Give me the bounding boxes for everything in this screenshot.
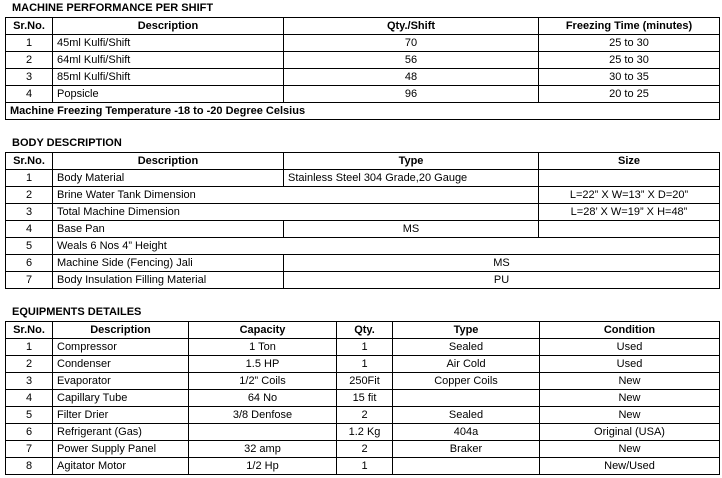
cell-type: MS — [284, 255, 720, 272]
header-capacity: Capacity — [189, 322, 337, 339]
cell-qty: 2 — [337, 441, 393, 458]
cell-srno: 1 — [6, 35, 53, 52]
cell-description: 64ml Kulfi/Shift — [53, 52, 284, 69]
cell-capacity: 3/8 Denfose — [189, 407, 337, 424]
header-description: Description — [53, 322, 189, 339]
table-row — [6, 187, 720, 204]
cell-srno: 1 — [6, 339, 53, 356]
header-freezing-time: Freezing Time (minutes) — [539, 18, 720, 35]
header-condition: Condition — [540, 322, 720, 339]
cell-description: Evaporator — [53, 373, 189, 390]
cell-type: Stainless Steel 304 Grade,20 Gauge — [284, 170, 539, 187]
table-row — [6, 339, 720, 356]
table-row — [6, 170, 720, 187]
cell-qty: 1.2 Kg — [337, 424, 393, 441]
header-qty: Qty. — [337, 322, 393, 339]
cell-qty: 48 — [284, 69, 539, 86]
table-header-row — [6, 322, 720, 339]
table-row — [6, 204, 720, 221]
table-row — [6, 458, 720, 475]
cell-srno: 3 — [6, 204, 53, 221]
cell-size: L=28’ X W=19” X H=48” — [539, 204, 720, 221]
cell-description: Refrigerant (Gas) — [53, 424, 189, 441]
cell-srno: 3 — [6, 69, 53, 86]
freezing-temperature-note: Machine Freezing Temperature -18 to -20 Degree Celsius — [6, 103, 720, 120]
cell-qty: 96 — [284, 86, 539, 103]
cell-description: 45ml Kulfi/Shift — [53, 35, 284, 52]
cell-size — [539, 170, 720, 187]
body-table — [5, 152, 720, 289]
cell-capacity: 64 No — [189, 390, 337, 407]
cell-description: Filter Drier — [53, 407, 189, 424]
cell-description: Weals 6 Nos 4” Height — [53, 238, 720, 255]
cell-freezing-time: 30 to 35 — [539, 69, 720, 86]
header-type: Type — [284, 153, 539, 170]
cell-srno: 8 — [6, 458, 53, 475]
cell-srno: 4 — [6, 221, 53, 238]
cell-freezing-time: 25 to 30 — [539, 52, 720, 69]
table-header-row — [6, 153, 720, 170]
cell-condition: Original (USA) — [540, 424, 720, 441]
cell-srno: 7 — [6, 272, 53, 289]
cell-capacity: 1.5 HP — [189, 356, 337, 373]
cell-type: 404a — [393, 424, 540, 441]
cell-qty: 15 fit — [337, 390, 393, 407]
cell-srno: 4 — [6, 390, 53, 407]
cell-qty: 56 — [284, 52, 539, 69]
cell-size — [539, 221, 720, 238]
header-description: Description — [53, 153, 284, 170]
cell-condition: New — [540, 407, 720, 424]
cell-description: Condenser — [53, 356, 189, 373]
cell-condition: New/Used — [540, 458, 720, 475]
cell-freezing-time: 25 to 30 — [539, 35, 720, 52]
cell-srno: 4 — [6, 86, 53, 103]
cell-srno: 5 — [6, 407, 53, 424]
cell-capacity — [189, 424, 337, 441]
cell-qty: 250Fit — [337, 373, 393, 390]
table-row — [6, 441, 720, 458]
performance-table — [5, 17, 720, 120]
table-row — [6, 272, 720, 289]
table-row — [6, 35, 720, 52]
cell-description: Machine Side (Fencing) Jali — [53, 255, 284, 272]
header-description: Description — [53, 18, 284, 35]
performance-title: MACHINE PERFORMANCE PER SHIFT — [12, 2, 214, 14]
cell-type: PU — [284, 272, 720, 289]
cell-type: Braker — [393, 441, 540, 458]
equipment-title: EQUIPMENTS DETAILES — [12, 306, 142, 318]
cell-srno: 2 — [6, 187, 53, 204]
cell-type: MS — [284, 221, 539, 238]
table-row — [6, 221, 720, 238]
cell-description: Popsicle — [53, 86, 284, 103]
cell-description: Base Pan — [53, 221, 284, 238]
cell-srno: 6 — [6, 424, 53, 441]
header-srno: Sr.No. — [6, 153, 53, 170]
cell-freezing-time: 20 to 25 — [539, 86, 720, 103]
cell-description: Power Supply Panel — [53, 441, 189, 458]
table-header-row — [6, 18, 720, 35]
equipment-table — [5, 321, 720, 475]
cell-type: Sealed — [393, 339, 540, 356]
cell-type — [393, 390, 540, 407]
cell-srno: 3 — [6, 373, 53, 390]
cell-description: Body Insulation Filling Material — [53, 272, 284, 289]
table-row — [6, 69, 720, 86]
cell-qty: 70 — [284, 35, 539, 52]
cell-srno: 6 — [6, 255, 53, 272]
cell-qty: 1 — [337, 458, 393, 475]
cell-capacity: 1/2” Coils — [189, 373, 337, 390]
body-title: BODY DESCRIPTION — [12, 137, 122, 149]
table-row — [6, 52, 720, 69]
cell-capacity: 32 amp — [189, 441, 337, 458]
cell-description: Body Material — [53, 170, 284, 187]
table-row — [6, 373, 720, 390]
cell-capacity: 1/2 Hp — [189, 458, 337, 475]
cell-condition: New — [540, 441, 720, 458]
cell-condition: Used — [540, 339, 720, 356]
cell-type — [393, 458, 540, 475]
cell-description: Capillary Tube — [53, 390, 189, 407]
cell-type: Air Cold — [393, 356, 540, 373]
header-type: Type — [393, 322, 540, 339]
table-row — [6, 238, 720, 255]
cell-type: Sealed — [393, 407, 540, 424]
cell-condition: Used — [540, 356, 720, 373]
cell-srno: 7 — [6, 441, 53, 458]
table-row — [6, 255, 720, 272]
cell-qty: 1 — [337, 339, 393, 356]
cell-description: Compressor — [53, 339, 189, 356]
header-srno: Sr.No. — [6, 18, 53, 35]
cell-capacity: 1 Ton — [189, 339, 337, 356]
cell-description: 85ml Kulfi/Shift — [53, 69, 284, 86]
header-srno: Sr.No. — [6, 322, 53, 339]
cell-condition: New — [540, 373, 720, 390]
cell-srno: 5 — [6, 238, 53, 255]
cell-condition: New — [540, 390, 720, 407]
table-row — [6, 407, 720, 424]
table-row — [6, 424, 720, 441]
cell-description: Total Machine Dimension — [53, 204, 539, 221]
cell-description: Brine Water Tank Dimension — [53, 187, 539, 204]
cell-srno: 2 — [6, 356, 53, 373]
table-row — [6, 390, 720, 407]
cell-qty: 2 — [337, 407, 393, 424]
table-row — [6, 86, 720, 103]
table-row — [6, 356, 720, 373]
cell-srno: 1 — [6, 170, 53, 187]
cell-qty: 1 — [337, 356, 393, 373]
cell-srno: 2 — [6, 52, 53, 69]
cell-size: L=22” X W=13” X D=20” — [539, 187, 720, 204]
cell-type: Copper Coils — [393, 373, 540, 390]
table-row — [6, 103, 720, 120]
header-qty-shift: Qty./Shift — [284, 18, 539, 35]
cell-description: Agitator Motor — [53, 458, 189, 475]
header-size: Size — [539, 153, 720, 170]
